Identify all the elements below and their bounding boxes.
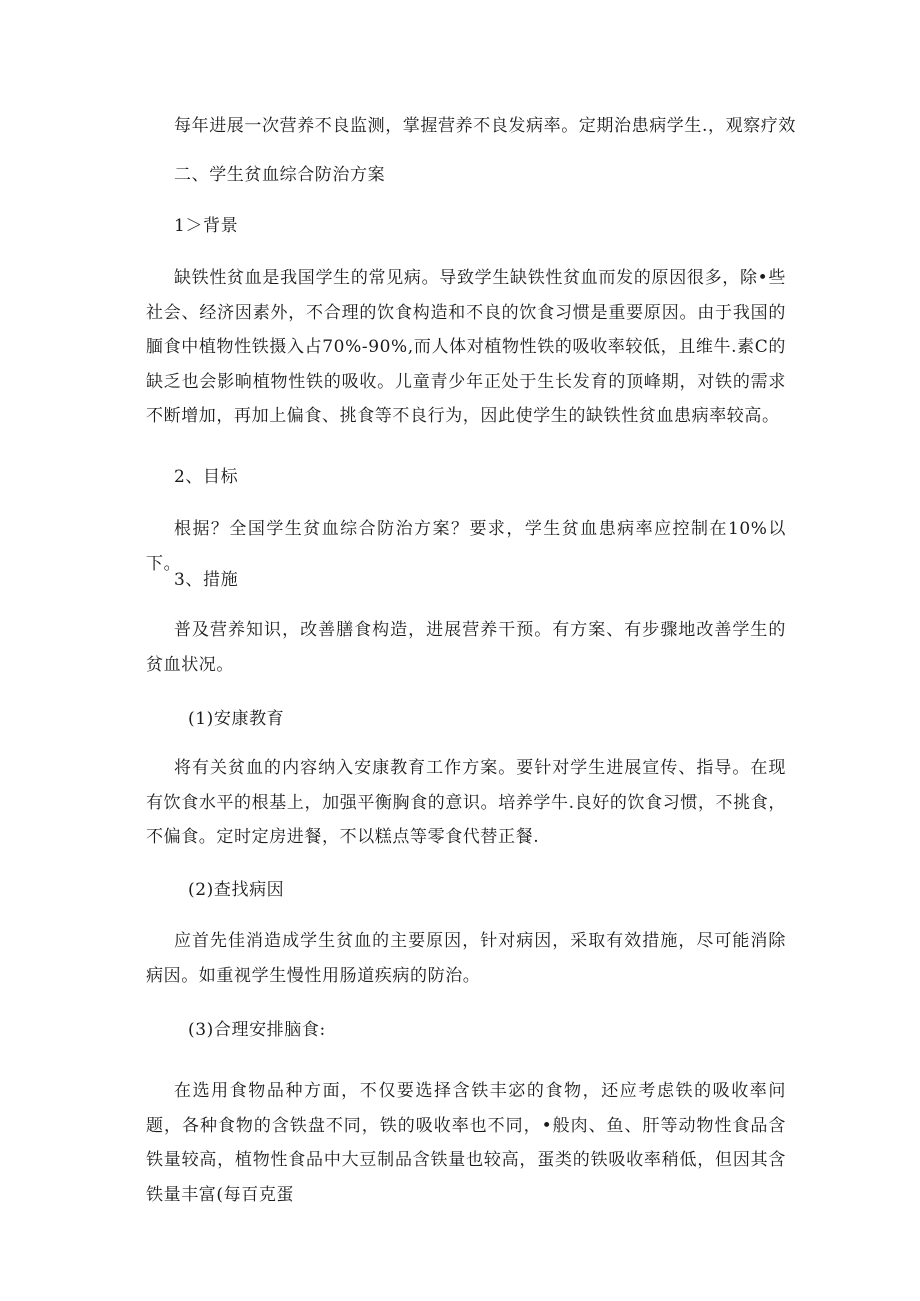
find-cause-heading: (2)查找病因 (188, 880, 285, 900)
measures-heading: 3、措施 (174, 570, 239, 590)
health-education-heading: (1)安康教育 (188, 709, 285, 729)
goal-heading: 2、目标 (174, 467, 239, 487)
find-cause-paragraph: 应首先佳消造成学生贫血的主要原因，针对病因，采取有效措施，尽可能消除病因。如重视学生慢性用肠道疾病的防治。 (146, 931, 786, 986)
health-education-paragraph: 将有关贫血的内容纳入安康教育工作方案。要针对学生进展宣传、指导。在现有饮食水平的根基上，加强平衡胸食的意识。培养学牛.良好的饮食习惯，不挑食，不偏食。定时定房进餐，不以糕点等零食代替正餐. (146, 758, 786, 847)
goal-paragraph: 根据？全国学生贫血综合防治方案？要求，学生贫血患病率应控制在10%以下。 (146, 519, 786, 574)
background-heading: 1＞背景 (174, 216, 239, 236)
section-title: 二、学生贫血综合防治方案 (174, 165, 386, 185)
diet-arrangement-heading: (3)合理安排脑食: (188, 1020, 326, 1040)
measures-paragraph: 普及营养知识，改善膳食构造，进展营养干预。有方案、有步骤地改善学生的贫血状况。 (146, 620, 786, 675)
intro-line: 每年进展一次营养不良监测，掌握营养不良发病率。定期治患病学生.，观察疗效 (174, 116, 797, 136)
diet-arrangement-paragraph: 在选用食物品种方面，不仅要选择含铁丰宓的食物，还应考虑铁的吸收率问题，各种食物的含铁盘不同，铁的吸收率也不同，•般肉、鱼、肝等动物性食品含铁量较高，植物性食品中大豆制品含铁量也较高，蛋类的铁吸收率稍低，但因其含铁量丰富(每百克蛋 (146, 1081, 786, 1205)
background-paragraph: 缺铁性贫血是我国学生的常见病。导致学生缺铁性贫血而发的原因很多，除•些社会、经济因素外，不合理的饮食构造和不良的饮食习惯是重要原因。由于我国的腼食中植物性铁摄入占70%-90%,而人体对植物性铁的吸收率较低，且维牛.素C的缺乏也会影晌植物性铁的吸收。儿童青少年正处于生长发育的顶峰期，对铁的需求不断增加，再加上偏食、挑食等不良行为，因此使学生的缺铁性贫血患病率较高。 (146, 268, 786, 426)
